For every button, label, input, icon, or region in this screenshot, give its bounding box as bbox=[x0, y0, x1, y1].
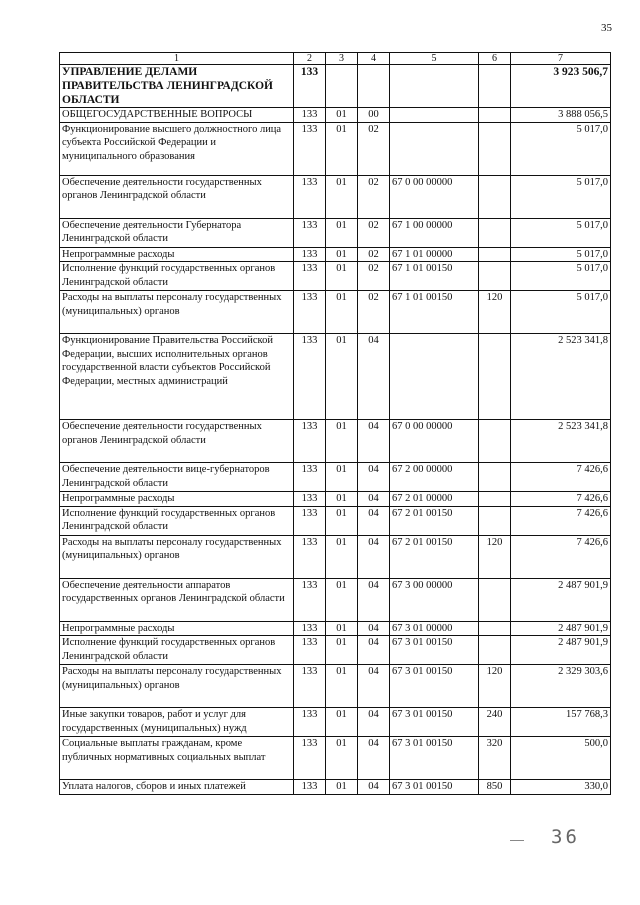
cell-sum: 5 017,0 bbox=[511, 262, 611, 291]
cell-code: 133 bbox=[294, 492, 326, 507]
table-row bbox=[60, 463, 611, 492]
cell-vr bbox=[479, 122, 511, 175]
cell-name: Расходы на выплаты персоналу государственных (муниципальных) органов bbox=[60, 291, 294, 334]
cell-vr bbox=[479, 506, 511, 535]
cell-vr: 320 bbox=[479, 737, 511, 780]
cell-name: Обеспечение деятельности государственных органов Ленинградской области bbox=[60, 420, 294, 463]
cell-art: 67 1 01 00150 bbox=[390, 262, 479, 291]
cell-name: Непрограммные расходы bbox=[60, 492, 294, 507]
table-row bbox=[60, 492, 611, 507]
cell-name: Исполнение функций государственных органов Ленинградской области bbox=[60, 636, 294, 665]
cell-art: 67 3 01 00150 bbox=[390, 780, 479, 795]
cell-sum: 2 487 901,9 bbox=[511, 636, 611, 665]
table-row bbox=[60, 247, 611, 262]
cell-art: 67 3 01 00150 bbox=[390, 636, 479, 665]
cell-sec: 01 bbox=[326, 636, 358, 665]
cell-name: Исполнение функций государственных органов Ленинградской области bbox=[60, 262, 294, 291]
cell-vr bbox=[479, 463, 511, 492]
cell-name: Обеспечение деятельности аппаратов государственных органов Ленинградской области bbox=[60, 578, 294, 621]
table-row bbox=[60, 506, 611, 535]
cell-sub: 02 bbox=[358, 122, 390, 175]
cell-vr bbox=[479, 420, 511, 463]
cell-sub: 00 bbox=[358, 108, 390, 123]
cell-sub: 02 bbox=[358, 291, 390, 334]
cell-sub: 04 bbox=[358, 780, 390, 795]
table-row bbox=[60, 175, 611, 218]
cell-sum: 5 017,0 bbox=[511, 122, 611, 175]
cell-vr bbox=[479, 492, 511, 507]
cell-sec: 01 bbox=[326, 506, 358, 535]
cell-sec: 01 bbox=[326, 420, 358, 463]
cell-sub: 04 bbox=[358, 621, 390, 636]
cell-name: Непрограммные расходы bbox=[60, 247, 294, 262]
cell-name: Уплата налогов, сборов и иных платежей bbox=[60, 780, 294, 795]
table-row bbox=[60, 108, 611, 123]
cell-name: Исполнение функций государственных органов Ленинградской области bbox=[60, 506, 294, 535]
cell-sub: 04 bbox=[358, 506, 390, 535]
cell-name: ОБЩЕГОСУДАРСТВЕННЫЕ ВОПРОСЫ bbox=[60, 108, 294, 123]
cell-art: 67 3 01 00150 bbox=[390, 737, 479, 780]
cell-code: 133 bbox=[294, 578, 326, 621]
cell-sub: 04 bbox=[358, 636, 390, 665]
table-row bbox=[60, 65, 611, 108]
cell-art: 67 2 01 00000 bbox=[390, 492, 479, 507]
cell-sum: 5 017,0 bbox=[511, 218, 611, 247]
cell-code: 133 bbox=[294, 535, 326, 578]
cell-art bbox=[390, 334, 479, 420]
cell-name: Непрограммные расходы bbox=[60, 621, 294, 636]
col-header-section: 3 bbox=[326, 53, 358, 65]
cell-sum: 7 426,6 bbox=[511, 506, 611, 535]
cell-sec: 01 bbox=[326, 780, 358, 795]
cell-sec: 01 bbox=[326, 463, 358, 492]
table-row bbox=[60, 737, 611, 780]
cell-sec: 01 bbox=[326, 492, 358, 507]
cell-sum: 7 426,6 bbox=[511, 492, 611, 507]
cell-sum: 5 017,0 bbox=[511, 175, 611, 218]
cell-vr bbox=[479, 175, 511, 218]
cell-art: 67 3 00 00000 bbox=[390, 578, 479, 621]
cell-sum: 2 523 341,8 bbox=[511, 334, 611, 420]
cell-sub: 02 bbox=[358, 218, 390, 247]
cell-code: 133 bbox=[294, 621, 326, 636]
cell-sec: 01 bbox=[326, 737, 358, 780]
cell-code: 133 bbox=[294, 463, 326, 492]
cell-code: 133 bbox=[294, 65, 326, 108]
cell-sub: 04 bbox=[358, 492, 390, 507]
cell-vr: 120 bbox=[479, 535, 511, 578]
cell-vr bbox=[479, 334, 511, 420]
cell-code: 133 bbox=[294, 218, 326, 247]
cell-sub: 04 bbox=[358, 463, 390, 492]
table-row bbox=[60, 262, 611, 291]
cell-name: УПРАВЛЕНИЕ ДЕЛАМИ ПРАВИТЕЛЬСТВА ЛЕНИНГРАДСКОЙ ОБЛАСТИ bbox=[60, 65, 294, 108]
cell-sec: 01 bbox=[326, 535, 358, 578]
table-row bbox=[60, 780, 611, 795]
col-header-subsection: 4 bbox=[358, 53, 390, 65]
cell-art bbox=[390, 108, 479, 123]
cell-sum: 7 426,6 bbox=[511, 463, 611, 492]
cell-name: Обеспечение деятельности Губернатора Ленинградской области bbox=[60, 218, 294, 247]
cell-vr bbox=[479, 247, 511, 262]
cell-sub: 04 bbox=[358, 420, 390, 463]
cell-vr: 120 bbox=[479, 291, 511, 334]
cell-sec: 01 bbox=[326, 665, 358, 708]
cell-sub: 02 bbox=[358, 175, 390, 218]
cell-sum: 5 017,0 bbox=[511, 247, 611, 262]
cell-sum: 5 017,0 bbox=[511, 291, 611, 334]
cell-code: 133 bbox=[294, 636, 326, 665]
cell-sub: 04 bbox=[358, 535, 390, 578]
table-row bbox=[60, 665, 611, 708]
cell-vr bbox=[479, 65, 511, 108]
cell-art bbox=[390, 65, 479, 108]
cell-name: Обеспечение деятельности вице-губернаторов Ленинградской области bbox=[60, 463, 294, 492]
budget-table bbox=[59, 52, 611, 795]
cell-sum: 2 487 901,9 bbox=[511, 621, 611, 636]
cell-sec: 01 bbox=[326, 334, 358, 420]
cell-code: 133 bbox=[294, 122, 326, 175]
table-row bbox=[60, 291, 611, 334]
cell-vr: 240 bbox=[479, 708, 511, 737]
cell-code: 133 bbox=[294, 334, 326, 420]
cell-sum: 3 888 056,5 bbox=[511, 108, 611, 123]
table-row bbox=[60, 535, 611, 578]
cell-name: Иные закупки товаров, работ и услуг для государственных (муниципальных) нужд bbox=[60, 708, 294, 737]
cell-sec: 01 bbox=[326, 218, 358, 247]
cell-name: Расходы на выплаты персоналу государственных (муниципальных) органов bbox=[60, 665, 294, 708]
cell-vr bbox=[479, 578, 511, 621]
cell-code: 133 bbox=[294, 665, 326, 708]
col-header-name: 1 bbox=[60, 53, 294, 65]
cell-art bbox=[390, 122, 479, 175]
cell-sub: 04 bbox=[358, 737, 390, 780]
cell-sum: 7 426,6 bbox=[511, 535, 611, 578]
cell-sub: 04 bbox=[358, 334, 390, 420]
cell-sub: 04 bbox=[358, 665, 390, 708]
table-row bbox=[60, 420, 611, 463]
cell-sub: 04 bbox=[358, 578, 390, 621]
cell-sum: 330,0 bbox=[511, 780, 611, 795]
cell-code: 133 bbox=[294, 737, 326, 780]
cell-sub: 04 bbox=[358, 708, 390, 737]
table-row bbox=[60, 621, 611, 636]
header-row bbox=[60, 53, 611, 65]
cell-art: 67 0 00 00000 bbox=[390, 420, 479, 463]
col-header-sum: 7 bbox=[511, 53, 611, 65]
table-row bbox=[60, 708, 611, 737]
cell-code: 133 bbox=[294, 291, 326, 334]
cell-sec: 01 bbox=[326, 175, 358, 218]
cell-sec: 01 bbox=[326, 578, 358, 621]
cell-code: 133 bbox=[294, 506, 326, 535]
cell-vr bbox=[479, 218, 511, 247]
cell-name: Обеспечение деятельности государственных органов Ленинградской области bbox=[60, 175, 294, 218]
cell-vr bbox=[479, 108, 511, 123]
page-number: 35 bbox=[601, 22, 612, 34]
table-row bbox=[60, 636, 611, 665]
cell-sub: 02 bbox=[358, 247, 390, 262]
cell-code: 133 bbox=[294, 108, 326, 123]
cell-art: 67 0 00 00000 bbox=[390, 175, 479, 218]
cell-code: 133 bbox=[294, 247, 326, 262]
cell-art: 67 2 01 00150 bbox=[390, 535, 479, 578]
cell-code: 133 bbox=[294, 175, 326, 218]
cell-art: 67 3 01 00150 bbox=[390, 665, 479, 708]
cell-art: 67 1 01 00150 bbox=[390, 291, 479, 334]
table-row bbox=[60, 122, 611, 175]
cell-sec: 01 bbox=[326, 122, 358, 175]
cell-art: 67 3 01 00000 bbox=[390, 621, 479, 636]
cell-art: 67 2 01 00150 bbox=[390, 506, 479, 535]
cell-sec: 01 bbox=[326, 291, 358, 334]
cell-sum: 500,0 bbox=[511, 737, 611, 780]
cell-vr bbox=[479, 262, 511, 291]
cell-code: 133 bbox=[294, 262, 326, 291]
cell-vr bbox=[479, 636, 511, 665]
cell-vr: 850 bbox=[479, 780, 511, 795]
cell-code: 133 bbox=[294, 708, 326, 737]
cell-art: 67 2 00 00000 bbox=[390, 463, 479, 492]
col-header-expense-type: 6 bbox=[479, 53, 511, 65]
cell-sum: 2 329 303,6 bbox=[511, 665, 611, 708]
table-row bbox=[60, 334, 611, 420]
cell-art: 67 1 00 00000 bbox=[390, 218, 479, 247]
cell-code: 133 bbox=[294, 780, 326, 795]
cell-vr: 120 bbox=[479, 665, 511, 708]
archive-stamp-number: 36 bbox=[551, 826, 580, 848]
cell-name: Расходы на выплаты персоналу государственных (муниципальных) органов bbox=[60, 535, 294, 578]
col-header-code: 2 bbox=[294, 53, 326, 65]
cell-sec: 01 bbox=[326, 621, 358, 636]
table-row bbox=[60, 578, 611, 621]
table-row bbox=[60, 218, 611, 247]
cell-name: Социальные выплаты гражданам, кроме публичных нормативных социальных выплат bbox=[60, 737, 294, 780]
cell-art: 67 1 01 00000 bbox=[390, 247, 479, 262]
cell-sub: 02 bbox=[358, 262, 390, 291]
col-header-article: 5 bbox=[390, 53, 479, 65]
cell-sec: 01 bbox=[326, 708, 358, 737]
cell-sum: 2 523 341,8 bbox=[511, 420, 611, 463]
cell-sub bbox=[358, 65, 390, 108]
cell-sum: 3 923 506,7 bbox=[511, 65, 611, 108]
cell-name: Функционирование высшего должностного лица субъекта Российской Федерации и муниципального образования bbox=[60, 122, 294, 175]
cell-art: 67 3 01 00150 bbox=[390, 708, 479, 737]
cell-sum: 157 768,3 bbox=[511, 708, 611, 737]
cell-sec: 01 bbox=[326, 108, 358, 123]
cell-sec: 01 bbox=[326, 262, 358, 291]
cell-code: 133 bbox=[294, 420, 326, 463]
cell-name: Функционирование Правительства Российской Федерации, высших исполнительных органов государственной власти субъектов Российской Федерации, местных администраций bbox=[60, 334, 294, 420]
cell-sum: 2 487 901,9 bbox=[511, 578, 611, 621]
cell-vr bbox=[479, 621, 511, 636]
cell-sec: 01 bbox=[326, 247, 358, 262]
cell-sec bbox=[326, 65, 358, 108]
stamp-dash bbox=[510, 840, 524, 841]
